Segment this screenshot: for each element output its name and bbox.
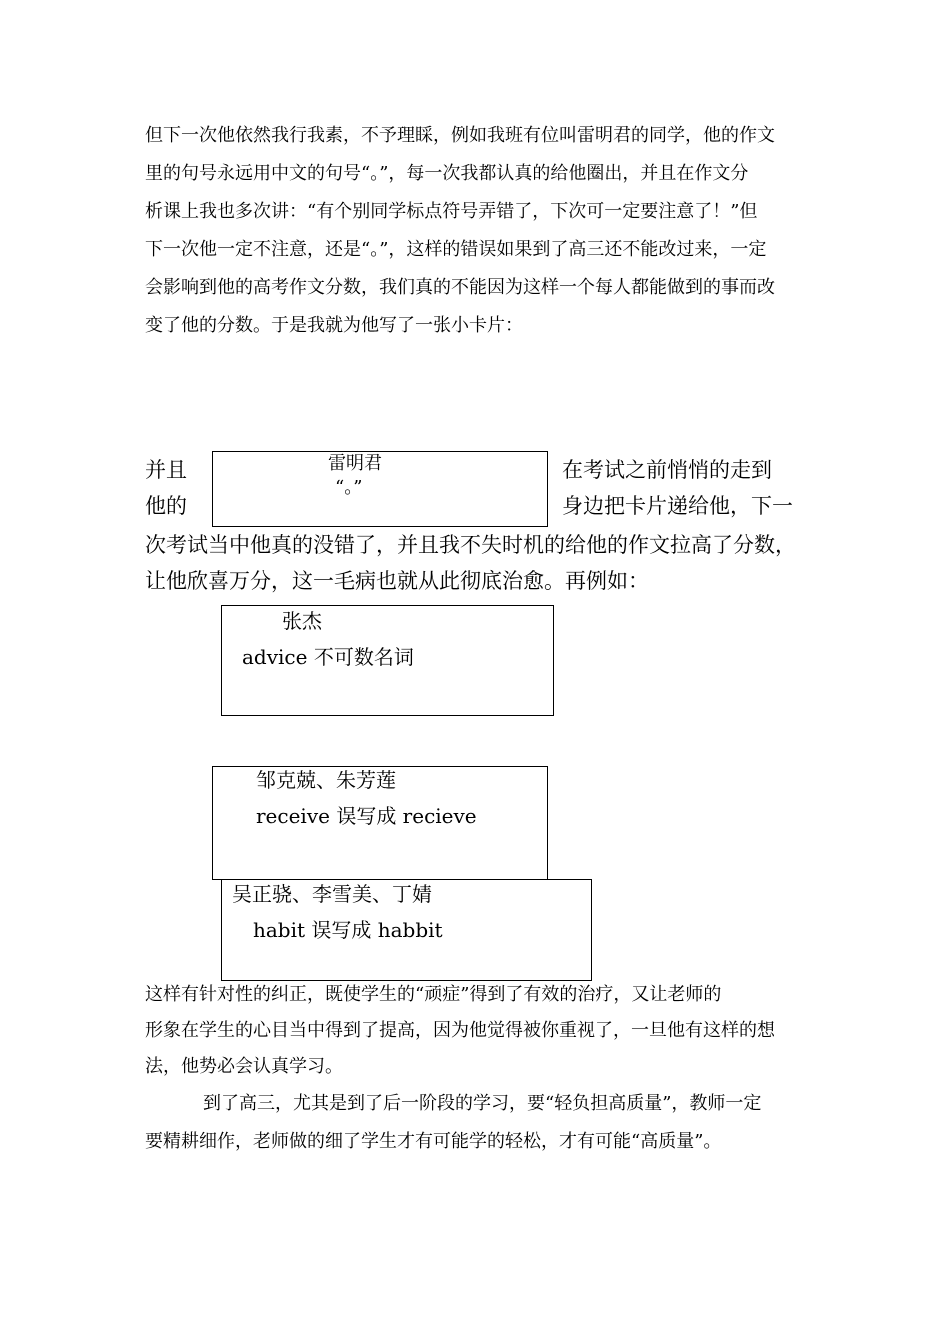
- paragraph-3-line-1: 这样有针对性的纠正，既使学生的“顽症”得到了有效的治疗，又让老师的: [145, 984, 722, 1005]
- paragraph-2-left-2: 他的: [145, 494, 187, 518]
- paragraph-1-line-6: 变了他的分数。于是我就为他写了一张小卡片：: [145, 315, 523, 336]
- card-student-name: 雷明君: [328, 453, 382, 474]
- note-card-2: [221, 605, 554, 716]
- paragraph-2-line-4: 让他欣喜万分，这一毛病也就从此彻底治愈。再例如：: [145, 569, 649, 593]
- card-note: advice 不可数名词: [242, 645, 414, 669]
- card-student-name: 张杰: [282, 609, 322, 633]
- paragraph-4-line-1: 到了高三，尤其是到了后一阶段的学习，要“轻负担高质量”，教师一定: [203, 1093, 762, 1114]
- paragraph-3-line-3: 法，他势必会认真学习。: [145, 1056, 343, 1077]
- paragraph-1-line-2: 里的句号永远用中文的句号“。”，每一次我都认真的给他圈出，并且在作文分: [145, 163, 749, 184]
- paragraph-2-right-2: 身边把卡片递给他，下一: [562, 494, 793, 518]
- paragraph-1-line-4: 下一次他一定不注意，还是“。”，这样的错误如果到了高三还不能改过来，一定: [145, 239, 767, 260]
- card-note: habit 误写成 habbit: [253, 918, 443, 942]
- paragraph-1-line-5: 会影响到他的高考作文分数，我们真的不能因为这样一个每人都能做到的事而改: [145, 277, 775, 298]
- paragraph-2-left-1: 并且: [145, 458, 187, 482]
- card-note: receive 误写成 recieve: [256, 804, 477, 828]
- card-note: “。”: [335, 477, 363, 498]
- paragraph-3-line-2: 形象在学生的心目当中得到了提高，因为他觉得被你重视了，一旦他有这样的想: [145, 1020, 775, 1041]
- paragraph-1-line-3: 析课上我也多次讲：“有个别同学标点符号弄错了，下次可一定要注意了！”但: [145, 201, 758, 222]
- note-card-3: [212, 766, 548, 880]
- paragraph-4-line-2: 要精耕细作，老师做的细了学生才有可能学的轻松，才有可能“高质量”。: [145, 1131, 722, 1152]
- paragraph-2-right-1: 在考试之前悄悄的走到: [562, 458, 772, 482]
- paragraph-1-line-1: 但下一次他依然我行我素，不予理睬，例如我班有位叫雷明君的同学，他的作文: [145, 125, 775, 146]
- card-student-name: 吴正骁、李雪美、丁婧: [232, 882, 432, 906]
- note-card-1: [212, 451, 548, 527]
- note-card-4: [221, 879, 592, 981]
- card-student-name: 邹克兢、朱芳莲: [256, 768, 396, 792]
- paragraph-2-line-3: 次考试当中他真的没错了，并且我不失时机的给他的作文拉高了分数，: [145, 533, 796, 557]
